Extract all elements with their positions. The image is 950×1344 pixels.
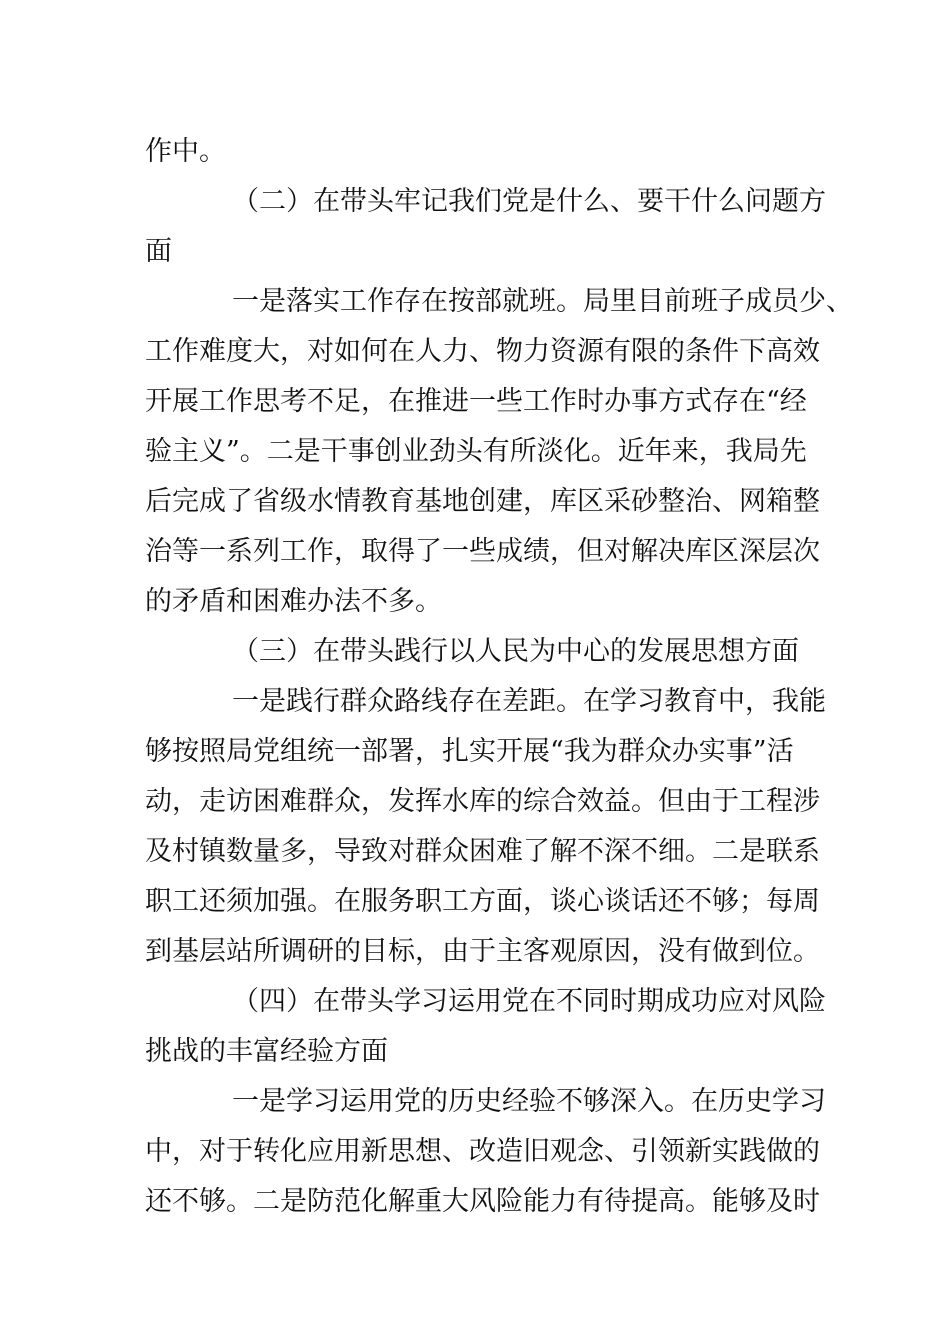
paragraph-line: 中，对于转化应用新思想、改造旧观念、引领新实践做的 — [145, 1136, 820, 1167]
paragraph-line: 一是践行群众路线存在差距。在学习教育中，我能 — [232, 686, 826, 717]
paragraph-line: 开展工作思考不足，在推进一些工作时办事方式存在“经 — [145, 386, 807, 417]
paragraph-line: 工作难度大，对如何在人力、物力资源有限的条件下高效 — [145, 336, 820, 367]
paragraph-line: 一是落实工作存在按部就班。局里目前班子成员少、 — [232, 286, 853, 317]
paragraph-line: 的矛盾和困难办法不多。 — [145, 586, 442, 617]
paragraph-line: 到基层站所调研的目标，由于主客观原因，没有做到位。 — [145, 936, 820, 967]
paragraph-line: 一是学习运用党的历史经验不够深入。在历史学习 — [232, 1086, 826, 1117]
section-heading-3: （三）在带头践行以人民为中心的发展思想方面 — [232, 636, 799, 667]
paragraph-line: 及村镇数量多，导致对群众困难了解不深不细。二是联系 — [145, 836, 820, 867]
paragraph-line: 验主义”。二是干事创业劲头有所淡化。近年来，我局先 — [145, 436, 807, 467]
paragraph-line: 后完成了省级水情教育基地创建，库区采砂整治、网箱整 — [145, 486, 820, 517]
paragraph-line: 动，走访困难群众，发挥水库的综合效益。但由于工程涉 — [145, 786, 820, 817]
paragraph-line: 职工还须加强。在服务职工方面，谈心谈话还不够；每周 — [145, 886, 820, 917]
paragraph-line: 够按照局党组统一部署，扎实开展“我为群众办实事”活 — [145, 736, 794, 767]
paragraph-line: 作中。 — [145, 136, 226, 167]
section-heading-4: （四）在带头学习运用党在不同时期成功应对风险 — [232, 986, 826, 1017]
paragraph-line: 治等一系列工作，取得了一些成绩，但对解决库区深层次 — [145, 536, 820, 567]
section-heading-4-cont: 挑战的丰富经验方面 — [145, 1036, 388, 1067]
paragraph-line: 还不够。二是防范化解重大风险能力有待提高。能够及时 — [145, 1186, 820, 1217]
section-heading-2-cont: 面 — [145, 236, 172, 267]
section-heading-2: （二）在带头牢记我们党是什么、要干什么问题方 — [232, 186, 826, 217]
